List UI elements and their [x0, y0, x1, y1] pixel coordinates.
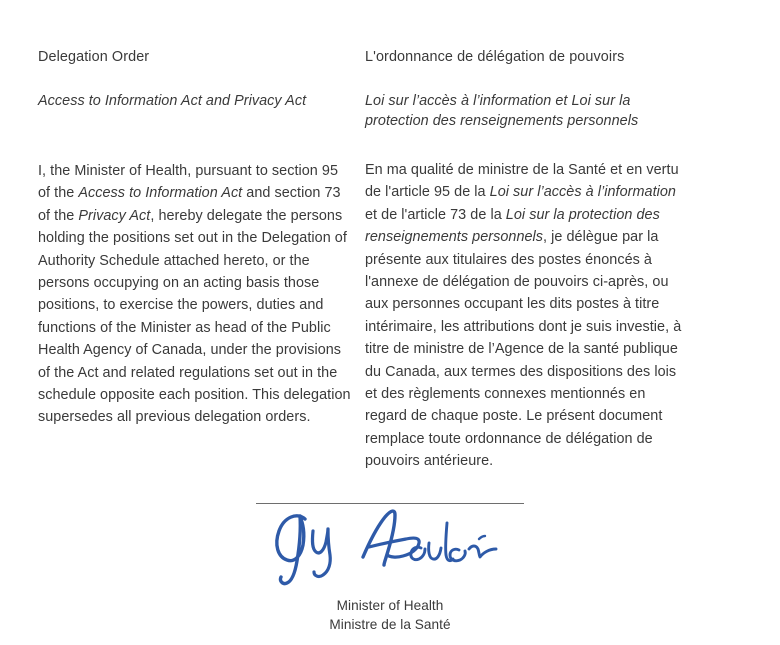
signature-rule — [256, 503, 524, 504]
body-run: , hereby delegate the persons holding the positions set out in the Delegation of Authority Schedule attached hereto, or the persons occupying on an acting basis those positions, to exercise the powers, duties and functions of the Minister as head of the Public Health Agency of Canada, under the provisions of the Act and related regulations set out in the schedule opposite each position. This delegation supersedes all previous delegation orders. — [38, 207, 351, 426]
body-run: et de l'article 73 de la — [365, 206, 506, 223]
body-run: and section 73 of the — [38, 185, 341, 224]
statute-name: Privacy Act — [78, 207, 151, 224]
body-run: En ma qualité de ministre de la Santé et en vertu de l'article 95 de la — [365, 162, 679, 201]
subtitle-english: Access to Information Act and Privacy Act — [38, 93, 307, 109]
statute-name: Access to Information Act — [78, 185, 243, 202]
page-title-french: L'ordonnance de délégation de pouvoirs — [365, 49, 625, 65]
page-title-english: Delegation Order — [38, 49, 150, 65]
body-run: , je délègue par la présente aux titulaires des postes énoncés à l'annexe de délégation de pouvoirs ci-après, ou aux personnes occupant les dits postes à titre intérimaire, les attributions dont je suis investie, à titre de ministre de l’Agence de la santé publique du Canada, aux termes des dispositions des lois et des règlements connexes mentionnés en regard de chaque poste. Le présent document remplace toute ordonnance de délégation de pouvoirs antérieure. — [365, 229, 682, 470]
signature-caption-french: Ministre de la Santé — [329, 617, 451, 632]
english-column — [38, 48, 353, 429]
french-column — [365, 48, 685, 473]
signature-icon — [243, 505, 533, 583]
subtitle-french: Loi sur l’accès à l’information et Loi sur la protection des renseignements personnels — [365, 93, 639, 129]
signature-block — [0, 505, 780, 634]
signature-caption-english: Minister of Health — [336, 598, 444, 613]
statute-name: Loi sur l’accès à l’information — [489, 184, 676, 201]
signature-area — [255, 505, 525, 583]
body-paragraph-english — [38, 160, 353, 429]
body-run: I, the Minister of Health, pursuant to section 95 of the — [38, 163, 339, 202]
body-paragraph-french — [365, 159, 685, 473]
signature-caption — [0, 596, 780, 634]
statute-name: Loi sur la protection des renseignements personnels — [365, 206, 660, 246]
